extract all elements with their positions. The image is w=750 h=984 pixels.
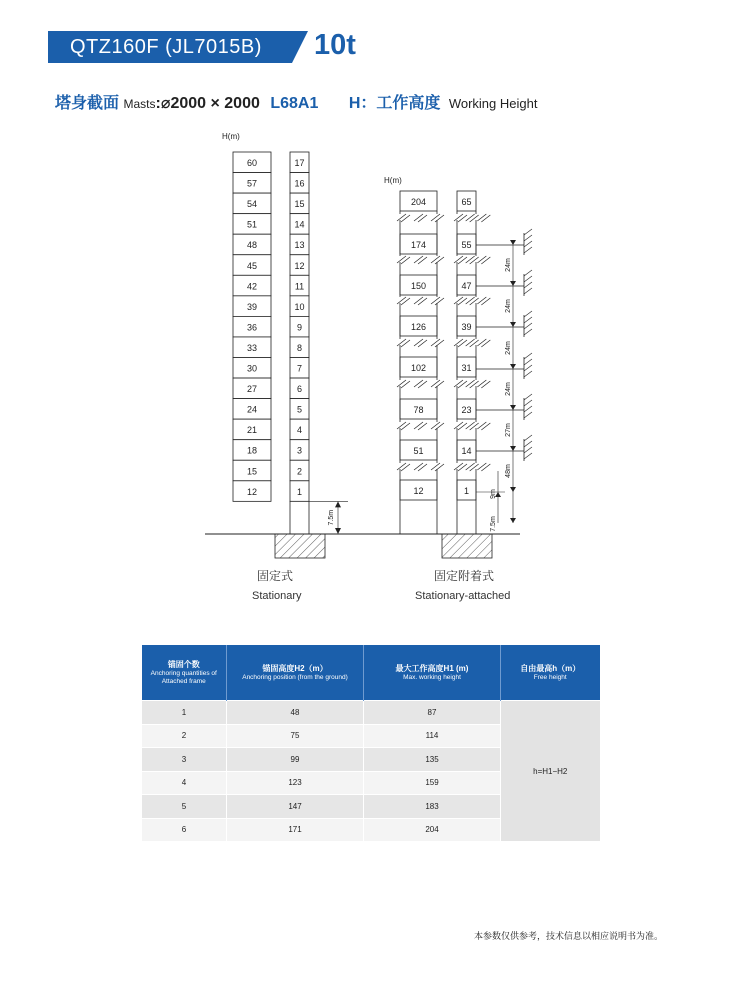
spacing-label: 24m xyxy=(505,382,512,396)
mast-label-en: Masts xyxy=(123,97,156,111)
height-value: 21 xyxy=(246,425,258,436)
dimension-arrow xyxy=(335,501,341,507)
spacing-label: 9m xyxy=(490,489,497,499)
section-number: 1 xyxy=(463,486,470,496)
cell-h1: 135 xyxy=(364,748,501,772)
section-number: 11 xyxy=(294,281,305,292)
cell-h1: 204 xyxy=(364,818,501,841)
section-number: 15 xyxy=(294,199,305,210)
wall-hatch xyxy=(524,400,532,406)
height-value: 12 xyxy=(246,486,258,497)
section-number: 14 xyxy=(461,446,472,456)
spacing-label: 24m xyxy=(505,299,512,313)
cell-count: 4 xyxy=(142,771,227,795)
height-value: 57 xyxy=(246,178,258,189)
section-number: 1 xyxy=(296,486,303,497)
height-value: 24 xyxy=(246,404,258,415)
height-value: 54 xyxy=(246,199,258,210)
height-value: 51 xyxy=(246,219,258,230)
attached-axis-label: H(m) xyxy=(384,176,402,185)
foundation-block xyxy=(275,534,325,558)
spacing-label: 24m xyxy=(505,341,512,355)
cell-count: 6 xyxy=(142,818,227,841)
mast-colon: : xyxy=(155,95,161,112)
cell-h1: 183 xyxy=(364,795,501,819)
wall-hatch xyxy=(524,311,532,317)
section-number: 65 xyxy=(461,197,472,207)
height-value: 51 xyxy=(413,446,424,456)
wall-hatch xyxy=(524,247,532,253)
dimension-arrow xyxy=(510,446,516,451)
height-value: 39 xyxy=(246,301,258,312)
anchoring-table xyxy=(141,645,600,841)
spacing-label: 48m xyxy=(505,464,512,478)
dimension-arrow xyxy=(510,518,516,523)
dimension-arrow xyxy=(510,281,516,286)
wall-hatch xyxy=(524,412,532,418)
height-value: 18 xyxy=(246,445,258,456)
dimension-arrow xyxy=(510,487,516,492)
wall-hatch xyxy=(524,371,532,377)
model-banner xyxy=(48,31,308,63)
stationary-tower xyxy=(205,132,375,558)
height-value: 15 xyxy=(246,466,258,477)
height-value: 27 xyxy=(246,384,258,395)
section-number: 14 xyxy=(294,219,305,230)
wall-hatch xyxy=(524,353,532,359)
cell-free-height: h=H1−H2 xyxy=(501,701,600,842)
spacing-label: 7.5m xyxy=(490,516,497,532)
wall-hatch xyxy=(524,441,532,447)
dimension-arrow xyxy=(510,364,516,369)
stationary-axis-label: H(m) xyxy=(222,132,240,141)
cell-h1: 87 xyxy=(364,701,501,725)
mast-base-section xyxy=(290,501,309,534)
wall-hatch xyxy=(524,282,532,288)
dimension-arrow xyxy=(510,322,516,327)
cell-h2: 48 xyxy=(227,701,364,725)
height-value: 45 xyxy=(246,260,258,271)
attached-caption-cn: 固定附着式 xyxy=(434,569,495,583)
height-value: 30 xyxy=(246,363,258,374)
section-number: 13 xyxy=(294,240,305,251)
height-value: 12 xyxy=(413,486,424,496)
section-number: 6 xyxy=(296,384,303,395)
table-row xyxy=(142,701,600,725)
wall-hatch xyxy=(524,229,532,235)
wall-hatch xyxy=(524,359,532,365)
height-value: 33 xyxy=(246,342,258,353)
tower-diagram xyxy=(0,125,750,615)
col-header-anchor-height: 锚固高度H2（m） Anchoring position (from the ground) xyxy=(227,645,364,701)
wall-hatch xyxy=(524,276,532,282)
attached-caption-en: Stationary-attached xyxy=(415,590,511,602)
section-number: 8 xyxy=(296,342,303,353)
cell-h2: 75 xyxy=(227,724,364,748)
height-value: 48 xyxy=(246,240,258,251)
section-number: 10 xyxy=(294,301,305,312)
mast-section-symbol: ⌀ xyxy=(160,95,171,112)
section-number: 9 xyxy=(296,322,303,333)
height-value: 126 xyxy=(410,322,427,332)
wall-hatch xyxy=(524,323,532,329)
height-value: 78 xyxy=(413,405,424,415)
wall-hatch xyxy=(524,270,532,276)
dimension-arrow xyxy=(510,240,516,245)
height-value: 60 xyxy=(246,158,258,168)
cell-h2: 99 xyxy=(227,748,364,772)
wall-hatch xyxy=(524,406,532,412)
dimension-arrow xyxy=(335,528,341,534)
spacing-label: 27m xyxy=(505,423,512,437)
wall-hatch xyxy=(524,241,532,247)
base-dimension-label: 7.5m xyxy=(328,509,335,526)
section-number: 4 xyxy=(296,425,303,436)
wall-hatch xyxy=(524,447,532,453)
mast-label-cn: 塔身截面 xyxy=(55,95,120,112)
section-number: 12 xyxy=(294,260,305,271)
wall-hatch xyxy=(524,317,532,323)
height-label-cn: H：工作高度 xyxy=(348,95,441,112)
cell-count: 1 xyxy=(142,701,227,725)
height-value: 36 xyxy=(246,322,258,333)
height-value: 174 xyxy=(410,240,427,250)
col-header-max-height: 最大工作高度H1 (m) Max. working height xyxy=(364,645,501,701)
wall-hatch xyxy=(524,365,532,371)
section-number: 55 xyxy=(461,240,472,250)
section-number: 5 xyxy=(296,404,303,415)
model-title: QTZ160F (JL7015B) xyxy=(70,36,262,58)
wall-hatch xyxy=(524,453,532,459)
section-number: 3 xyxy=(296,445,303,456)
section-number: 23 xyxy=(461,405,472,415)
foundation-block xyxy=(442,534,492,558)
wall-hatch xyxy=(524,329,532,335)
section-number: 7 xyxy=(296,363,303,374)
cell-h2: 147 xyxy=(227,795,364,819)
wall-hatch xyxy=(524,394,532,400)
section-number: 2 xyxy=(296,466,303,477)
dimension-arrow xyxy=(510,405,516,410)
cell-count: 3 xyxy=(142,748,227,772)
spacing-label: 24m xyxy=(505,258,512,272)
col-header-free-height: 自由最高h（m） Free height xyxy=(501,645,600,701)
wall-hatch xyxy=(524,288,532,294)
attached-tower xyxy=(375,176,532,558)
cell-h1: 159 xyxy=(364,771,501,795)
section-number: 47 xyxy=(461,281,472,291)
wall-hatch xyxy=(524,435,532,441)
cell-h2: 123 xyxy=(227,771,364,795)
height-value: 204 xyxy=(410,197,427,207)
height-label-en: Working Height xyxy=(448,96,538,111)
cell-h1: 114 xyxy=(364,724,501,748)
mast-code: L68A1 xyxy=(270,95,319,112)
table-header-row xyxy=(142,645,600,701)
height-value: 102 xyxy=(410,363,427,373)
cell-h2: 171 xyxy=(227,818,364,841)
cell-count: 5 xyxy=(142,795,227,819)
section-number: 17 xyxy=(294,158,305,168)
section-number: 16 xyxy=(294,178,305,189)
mast-subheader xyxy=(55,93,537,117)
section-number: 39 xyxy=(461,322,472,332)
col-header-count: 锚固个数 Anchoring quantities of Attached frame xyxy=(142,645,227,701)
height-value: 42 xyxy=(246,281,258,292)
stationary-caption-en: Stationary xyxy=(252,590,302,602)
stationary-caption-cn: 固定式 xyxy=(257,569,294,583)
mast-size: 2000 × 2000 xyxy=(170,95,260,112)
cell-count: 2 xyxy=(142,724,227,748)
section-number: 31 xyxy=(461,363,472,373)
tonnage-label: 10t xyxy=(314,29,356,61)
wall-hatch xyxy=(524,235,532,241)
footer-note: 本参数仅供参考，技术信息以相应说明书为准。 xyxy=(474,931,664,941)
height-value: 150 xyxy=(410,281,427,291)
